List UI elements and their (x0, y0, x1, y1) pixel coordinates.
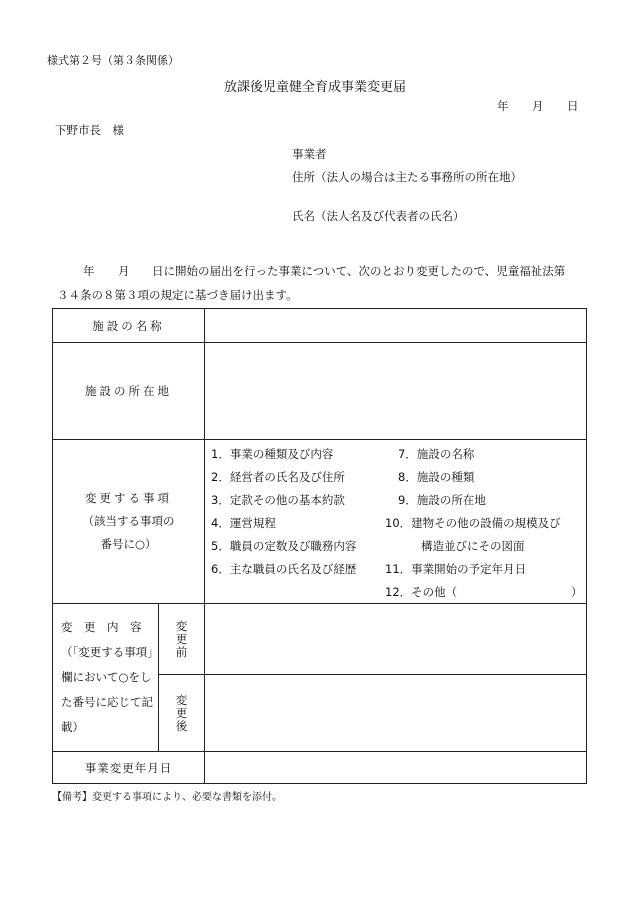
change-items-list[interactable] (205, 440, 587, 604)
change-item-1[interactable]: 1．事業の種類及び内容 (211, 446, 334, 461)
body-line1: 日に開始の届出を行った事業について、次のとおり変更したので、児童福祉法第 (152, 264, 566, 278)
form-table (52, 308, 587, 784)
change-content-label-1: 変 更 内 容 (61, 620, 142, 634)
change-items-label-1: 変更する事項 (85, 491, 172, 505)
change-items-label-3: 番号に○） (100, 537, 157, 551)
change-items-label-2: （該当する事項の (82, 514, 175, 528)
addressee: 下野市長 様 (55, 123, 124, 137)
change-item-8[interactable]: 8．施設の種類 (398, 469, 475, 484)
change-item-10-cont: 構造並びにその図面 (421, 538, 525, 553)
before-label: 変 更 前 (159, 604, 205, 675)
change-item-9[interactable]: 9．施設の所在地 (398, 492, 486, 507)
change-content-label-3: 欄において○をし (61, 670, 152, 684)
change-item-12[interactable]: 12．その他（ (385, 584, 458, 599)
date-day: 日 (567, 99, 579, 113)
change-item-7[interactable]: 7．施設の名称 (398, 446, 475, 461)
after-label: 変 更 後 (159, 675, 205, 752)
body-line2: ３４条の８第３項の規定に基づき届け出ます。 (57, 288, 298, 302)
note: 【備考】変更する事項により、必要な書類を添付。 (52, 792, 282, 803)
row-change-before (53, 604, 587, 675)
after-field[interactable] (205, 675, 587, 752)
before-field[interactable] (205, 604, 587, 675)
change-item-4[interactable]: 4．運営規程 (211, 515, 276, 530)
change-content-label-4: た番号に応じて記 (61, 695, 153, 709)
body-year: 年 (83, 264, 95, 278)
change-item-12-close: ） (571, 584, 583, 599)
facility-location-label: 施設の所在地 (53, 343, 205, 440)
change-item-11[interactable]: 11．事業開始の予定年月日 (385, 561, 527, 576)
change-date-label: 事業変更年月日 (53, 752, 205, 784)
change-content-label (53, 604, 159, 752)
change-item-5[interactable]: 5．職員の定数及び職務内容 (211, 538, 357, 553)
change-items-label (53, 440, 205, 604)
applicant-label: 事業者 (292, 147, 327, 161)
applicant-address: 住所（法人の場合は主たる事務所の所在地） (292, 170, 522, 184)
facility-name-field[interactable] (205, 309, 587, 343)
change-item-6[interactable]: 6．主な職員の氏名及び経歴 (211, 561, 357, 576)
row-facility-name (53, 309, 587, 343)
facility-location-field[interactable] (205, 343, 587, 440)
change-item-10[interactable]: 10．建物その他の設備の規模及び (385, 515, 561, 530)
date-year: 年 (497, 99, 509, 113)
change-item-2[interactable]: 2．経営者の氏名及び住所 (211, 469, 345, 484)
document-title: 放課後児童健全育成事業変更届 (223, 80, 406, 95)
row-facility-location (53, 343, 587, 440)
change-content-label-2: （「変更する事項」 (61, 645, 159, 659)
applicant-name: 氏名（法人名及び代表者の氏名） (292, 209, 465, 223)
row-change-items (53, 440, 587, 604)
date-month: 月 (532, 99, 544, 113)
body-month: 月 (118, 264, 130, 278)
row-change-date (53, 752, 587, 784)
facility-name-label: 施設の名称 (53, 309, 205, 343)
change-content-label-5: 載） (61, 720, 84, 734)
change-date-field[interactable] (205, 752, 587, 784)
form-number: 様式第２号（第３条関係） (47, 54, 179, 67)
change-item-3[interactable]: 3．定款その他の基本約款 (211, 492, 345, 507)
